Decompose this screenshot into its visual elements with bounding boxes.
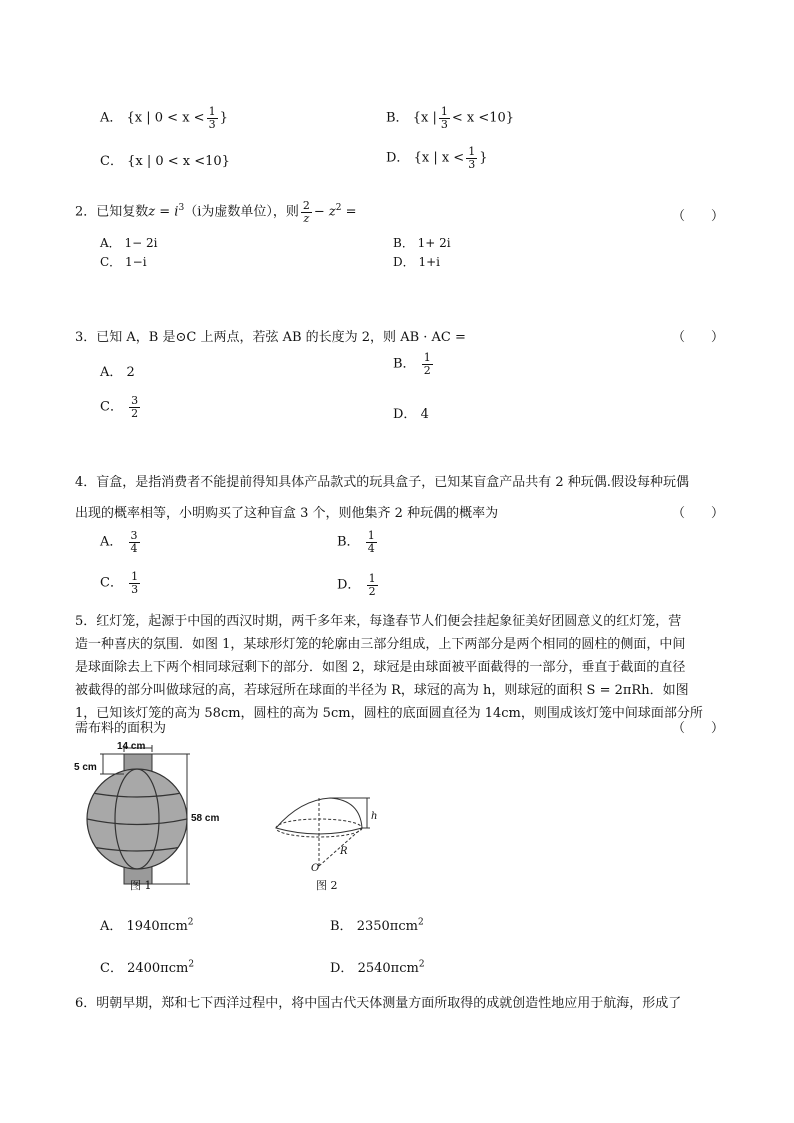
q5-stem-line-4: 被截得的部分叫做球冠的高，若球冠所在球面的半径为 R，球冠的高为 h，则球冠的面积 S = 2πRh．如图 [75,683,689,698]
q1-option-a[interactable]: A． {x | 0 < x < $\frac{1}{3}$ } [100,105,228,131]
q2-answer-paren[interactable]: （ ） [672,209,725,224]
fig2-o-label: O [311,863,320,874]
q3-stem: 3．已知 A，B 是⊙C 上两点，若弦 AB 的长度为 2，则 AB · AC = [75,330,466,345]
q2-option-b[interactable]: B． 1+ 2i [393,236,451,250]
q3-option-d[interactable]: D． 4 [393,407,429,422]
q3-option-b[interactable]: B． $\frac{1}{2}$ [393,351,431,377]
q4-option-b[interactable]: B． $\frac{1}{4}$ [337,529,375,555]
fraction: $\frac{1}{3}$ [440,105,448,131]
q3-answer-paren[interactable]: （ ） [672,330,725,345]
q5-option-a[interactable]: A． 1940πcm$^2$ [100,917,194,934]
q6-stem-line-1: 6．明朝早期，郑和七下西洋过程中，将中国古代天体测量方面所取得的成就创造性地应用于航海，形成了 [75,996,682,1011]
q3-option-a[interactable]: A． 2 [100,365,135,380]
q2-option-a[interactable]: A． 1− 2i [100,236,158,250]
fig2-h-label: h [371,811,378,822]
option-label: A． [100,110,123,126]
q4-option-c[interactable]: C． $\frac{1}{3}$ [100,570,139,596]
q2-option-d[interactable]: D． 1+i [393,255,440,269]
fig2-caption: 图 2 [316,879,338,892]
fraction: $\frac{1}{3}$ [208,105,216,131]
q1-option-b[interactable]: B． {x | $\frac{1}{3}$ < x <10} [386,105,515,131]
q1-option-c[interactable] [100,150,230,169]
q2-option-c[interactable]: C． 1−i [100,255,147,269]
fig2-r-label: R [340,846,348,857]
option-text: {x | 0 < x <10} [127,154,230,169]
fig1-caption: 图 1 [130,879,152,892]
q5-stem-line-6: 需布料的面积为 [75,721,167,736]
fig1-cylinder-height-label: 5 cm [74,762,97,773]
option-label: B． [386,110,409,126]
q5-option-b[interactable]: B． 2350πcm$^2$ [330,917,424,934]
q4-answer-paren[interactable]: （ ） [672,506,725,521]
q4-option-d[interactable]: D． $\frac{1}{2}$ [337,572,376,598]
q2-stem: 2．已知复数$z = i^3(i$为虚数单位），则 $\frac{2}{z}$ − $z^2$ = [75,199,357,225]
fraction: $\frac{1}{3}$ [468,145,476,171]
q5-stem-line-2: 造一种喜庆的氛围．如图 1，某球形灯笼的轮廓由三部分组成，上下两部分是两个相同的圆柱的侧面，中间 [75,637,686,652]
fig1-diameter-label: 14 cm [117,741,146,752]
option-label: D． [386,150,410,166]
option-label: C． [100,154,123,169]
q5-option-d[interactable]: D． 2540πcm$^2$ [330,959,425,976]
q5-option-c[interactable]: C． 2400πcm$^2$ [100,959,195,976]
q4-stem-line-2: 出现的概率相等，小明购买了这种盲盒 3 个，则他集齐 2 种玩偶的概率为 [75,506,499,521]
q3-option-c[interactable]: C． $\frac{3}{2}$ [100,394,139,420]
q1-option-d[interactable]: D． {x | x < $\frac{1}{3}$ } [386,145,488,171]
figure-2-spherical-cap [270,790,390,870]
q5-stem-line-1: 5．红灯笼，起源于中国的西汉时期，两千多年来，每逢春节人们便会挂起象征美好团圆意义的红灯笼，营 [75,614,682,629]
q4-stem-line-1: 4．盲盒，是指消费者不能提前得知具体产品款式的玩具盒子，已知某盲盒产品共有 2 种玩偶.假设每种玩偶 [75,475,689,490]
fig1-height-label: 58 cm [191,813,220,824]
q5-stem-line-3: 是球面除去上下两个相同球冠剩下的部分．如图 2，球冠是由球面被平面截得的一部分，垂直于截面的直径 [75,660,686,675]
q5-answer-paren[interactable]: （ ） [672,721,725,736]
q5-stem-line-5: 1，已知该灯笼的高为 58cm，圆柱的高为 5cm，圆柱的底面圆直径为 14cm，则围成该灯笼中间球面部分所 [75,706,703,721]
option-text: {x | 0 < x < [126,110,205,126]
q4-option-a[interactable]: A． $\frac{3}{4}$ [100,529,138,555]
